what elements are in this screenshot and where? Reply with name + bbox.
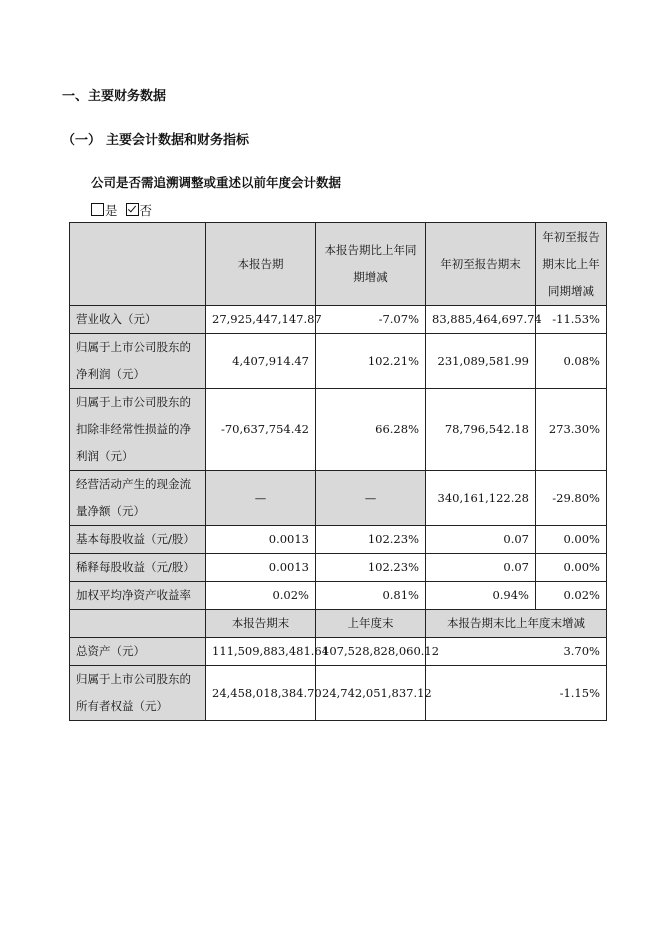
row-label: 营业收入（元） [70,306,206,334]
subheader-cell: 上年度末 [316,610,426,638]
financial-data-table [69,222,607,721]
value-cell: — [316,471,426,526]
header-cell: 本报告期比上年同期增减 [316,223,426,306]
header-cell: 年初至报告期末比上年同期增减 [536,223,607,306]
header-blank-cell [70,223,206,306]
row-label: 总资产（元） [70,638,206,666]
value-cell: -7.07% [316,306,426,334]
row-label: 归属于上市公司股东的扣除非经常性损益的净利润（元） [70,389,206,471]
subheader-blank-cell [70,610,206,638]
value-cell: 0.0013 [206,554,316,582]
row-label: 经营活动产生的现金流量净额（元） [70,471,206,526]
value-cell: 0.07 [426,526,536,554]
value-cell: -29.80% [536,471,607,526]
value-cell: 0.00% [536,526,607,554]
value-cell: 0.00% [536,554,607,582]
header-cell: 本报告期 [206,223,316,306]
value-cell: 231,089,581.99 [426,334,536,389]
value-cell: 0.81% [316,582,426,610]
row-label: 基本每股收益（元/股） [70,526,206,554]
subsection-title: 主要会计数据和财务指标 [106,133,250,148]
value-cell: 24,742,051,837.12 [316,666,426,721]
value-cell: -1.15% [426,666,607,721]
table-row [70,306,607,334]
value-cell: 4,407,914.47 [206,334,316,389]
value-cell: -70,637,754.42 [206,389,316,471]
value-cell: 78,796,542.18 [426,389,536,471]
subsection-heading [62,129,249,148]
subsection-number: （一） [62,133,102,148]
value-cell: 0.02% [206,582,316,610]
table-row [70,666,607,721]
value-cell: 102.23% [316,526,426,554]
restatement-options [91,201,152,219]
row-label: 加权平均净资产收益率 [70,582,206,610]
section-heading: 一、主要财务数据 [62,89,167,104]
value-cell: 24,458,018,384.70 [206,666,316,721]
value-cell: 102.21% [316,334,426,389]
value-cell: 66.28% [316,389,426,471]
value-cell: 102.23% [316,554,426,582]
value-cell: 0.94% [426,582,536,610]
option-yes-label: 是 [105,203,118,218]
value-cell: 27,925,447,147.87 [206,306,316,334]
table-row [70,471,607,526]
value-cell: 273.30% [536,389,607,471]
table-row [70,638,607,666]
value-cell: -11.53% [536,306,607,334]
row-label: 归属于上市公司股东的净利润（元） [70,334,206,389]
table-row [70,582,607,610]
subheader-cell: 本报告期末比上年度末增减 [426,610,607,638]
value-cell: 111,509,883,481.64 [206,638,316,666]
table-subheader-row [70,610,607,638]
checkbox-no[interactable] [126,203,139,216]
table-row [70,554,607,582]
table-header-row [70,223,607,306]
row-label: 稀释每股收益（元/股） [70,554,206,582]
value-cell: 0.07 [426,554,536,582]
table-row [70,389,607,471]
restatement-question: 公司是否需追溯调整或重述以前年度会计数据 [91,175,342,190]
header-cell: 年初至报告期末 [426,223,536,306]
value-cell: 0.0013 [206,526,316,554]
value-cell: 83,885,464,697.74 [426,306,536,334]
subheader-cell: 本报告期末 [206,610,316,638]
table-row [70,334,607,389]
value-cell: — [206,471,316,526]
value-cell: 3.70% [426,638,607,666]
value-cell: 0.08% [536,334,607,389]
row-label: 归属于上市公司股东的所有者权益（元） [70,666,206,721]
checkbox-yes[interactable] [91,203,104,216]
option-no-label: 否 [139,203,153,218]
value-cell: 0.02% [536,582,607,610]
value-cell: 107,528,828,060.12 [316,638,426,666]
table-row [70,526,607,554]
value-cell: 340,161,122.28 [426,471,536,526]
